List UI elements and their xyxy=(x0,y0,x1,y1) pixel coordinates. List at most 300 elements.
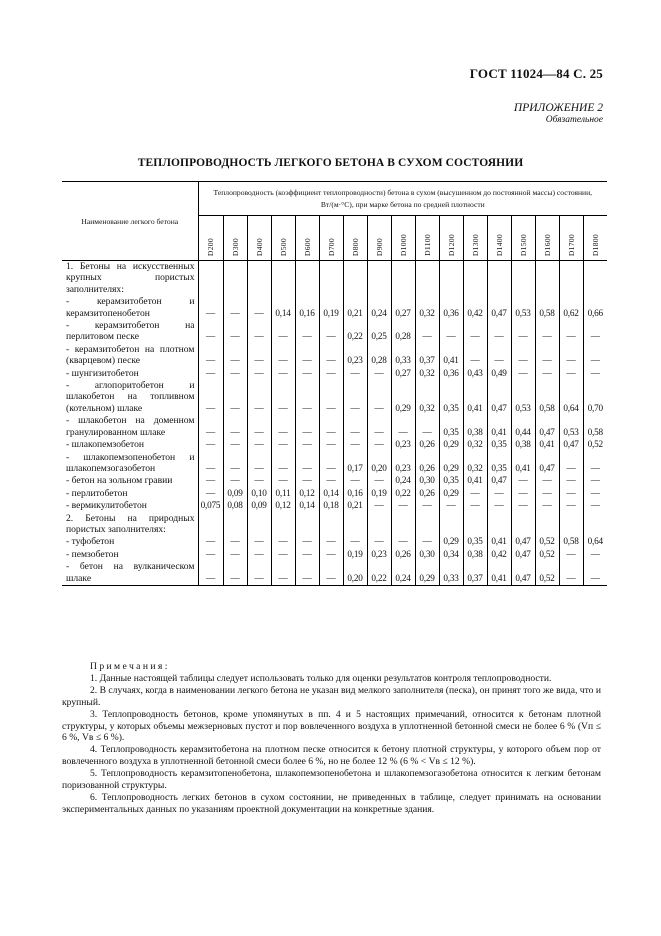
value-cell: — xyxy=(511,344,535,368)
group-row xyxy=(62,261,607,297)
grade-header xyxy=(343,216,367,261)
value-cell: 0,075 xyxy=(198,500,223,512)
value-cell: — xyxy=(343,475,367,487)
table-row xyxy=(62,368,607,380)
grade-header xyxy=(487,216,511,261)
concrete-name: - бетон на вулканическом шлаке xyxy=(62,561,198,585)
value-cell: — xyxy=(583,344,607,368)
value-cell: 0,66 xyxy=(583,296,607,320)
value-cell xyxy=(535,261,559,297)
value-cell: — xyxy=(367,380,391,415)
value-cell: 0,24 xyxy=(367,296,391,320)
concrete-name: - аглопоритобетон и шлакобетон на топливном (котельном) шлаке xyxy=(66,380,195,414)
value-cell: 0,37 xyxy=(415,344,439,368)
value-cell: 0,28 xyxy=(367,344,391,368)
value-cell: 0,41 xyxy=(487,415,511,439)
value-cell: 0,16 xyxy=(295,296,319,320)
value-cell: — xyxy=(559,368,583,380)
value-cell: — xyxy=(223,549,247,561)
value-cell: — xyxy=(487,500,511,512)
value-cell xyxy=(271,513,295,537)
value-cell: — xyxy=(223,368,247,380)
value-cell: — xyxy=(247,296,271,320)
value-cell: 0,32 xyxy=(415,296,439,320)
concrete-name: - шлакопемзопенобетон и шлакопемзогазобетон xyxy=(66,451,195,474)
value-cell: 0,14 xyxy=(295,500,319,512)
value-cell: — xyxy=(511,500,535,512)
table-row xyxy=(62,415,607,439)
value-cell: — xyxy=(247,549,271,561)
value-cell: 0,62 xyxy=(559,296,583,320)
value-cell: — xyxy=(535,500,559,512)
value-cell: — xyxy=(559,561,583,585)
value-cell: — xyxy=(583,475,607,487)
table-body xyxy=(62,261,607,586)
value-cell: 0,41 xyxy=(463,380,487,415)
note-item: 3. Теплопроводность бетонов, кроме упомянутых в пп. 4 и 5 настоящих примечаний, относится к бетонам плотной структуры, у которых объемы межзерновых пустот и пор вовлеченного воздуха в уплотненной бетонной смеси не более 6 % (Vп ≤ 6 %, Vв ≤ 6 %). xyxy=(62,708,601,744)
grade-header xyxy=(367,216,391,261)
value-cell: — xyxy=(247,452,271,476)
value-cell: — xyxy=(343,415,367,439)
value-cell xyxy=(319,261,343,297)
value-cell: 0,32 xyxy=(463,439,487,451)
value-cell: 0,52 xyxy=(535,536,559,548)
value-cell: — xyxy=(271,380,295,415)
value-cell: 0,52 xyxy=(535,561,559,585)
value-cell: — xyxy=(319,344,343,368)
value-cell xyxy=(223,261,247,297)
grade-label: D1400 xyxy=(494,233,504,256)
table-row xyxy=(62,296,607,320)
value-cell: — xyxy=(559,452,583,476)
grade-label: D200 xyxy=(206,237,215,256)
value-cell: 0,22 xyxy=(343,320,367,344)
value-cell: 0,23 xyxy=(391,452,415,476)
value-cell: 0,27 xyxy=(391,368,415,380)
value-cell: 0,58 xyxy=(583,415,607,439)
value-cell: 0,41 xyxy=(487,536,511,548)
grade-header xyxy=(439,216,463,261)
value-cell: — xyxy=(535,475,559,487)
notes-list xyxy=(62,673,601,816)
table-row xyxy=(62,320,607,344)
value-cell: 0,09 xyxy=(223,488,247,500)
grade-header xyxy=(535,216,559,261)
value-cell: — xyxy=(487,344,511,368)
value-cell: 0,33 xyxy=(439,561,463,585)
grade-label: D300 xyxy=(230,237,240,256)
value-cell: 0,35 xyxy=(439,475,463,487)
value-cell: — xyxy=(391,500,415,512)
grade-label: D500 xyxy=(278,237,288,256)
value-cell: — xyxy=(271,452,295,476)
value-cell: 0,41 xyxy=(535,439,559,451)
value-cell: — xyxy=(319,475,343,487)
notes-section xyxy=(62,661,601,816)
value-cell: — xyxy=(559,500,583,512)
group-row xyxy=(62,513,607,537)
value-cell xyxy=(583,261,607,297)
value-cell: — xyxy=(271,344,295,368)
name-column-header: Наименование легкого бетона xyxy=(62,182,198,261)
value-cell: 0,25 xyxy=(367,320,391,344)
value-cell: 0,28 xyxy=(391,320,415,344)
value-cell: 0,35 xyxy=(463,536,487,548)
concrete-name: - керамзитобетон на перлитовом песке xyxy=(66,320,195,343)
value-cell: — xyxy=(198,561,223,585)
value-cell: 0,29 xyxy=(439,439,463,451)
value-cell xyxy=(391,513,415,537)
value-cell: — xyxy=(223,536,247,548)
value-cell: — xyxy=(367,415,391,439)
value-cell: 0,47 xyxy=(487,475,511,487)
value-cell: 0,35 xyxy=(439,415,463,439)
value-cell: — xyxy=(295,344,319,368)
value-cell xyxy=(391,261,415,297)
grade-label: D1700 xyxy=(566,233,576,256)
grade-header xyxy=(223,216,247,261)
value-cell: 0,18 xyxy=(319,500,343,512)
value-cell: — xyxy=(583,368,607,380)
value-cell xyxy=(198,513,223,537)
value-cell: — xyxy=(223,439,247,451)
value-cell: 0,19 xyxy=(367,488,391,500)
concrete-name: - шунгизитобетон xyxy=(66,367,139,379)
grade-header xyxy=(391,216,415,261)
value-cell: 0,19 xyxy=(343,549,367,561)
value-cell xyxy=(319,513,343,537)
value-cell: 0,26 xyxy=(391,549,415,561)
value-cell: 0,52 xyxy=(583,439,607,451)
value-cell: — xyxy=(319,380,343,415)
grade-label: D700 xyxy=(326,237,336,256)
value-cell: 0,53 xyxy=(511,296,535,320)
value-cell: 0,38 xyxy=(511,439,535,451)
value-cell: — xyxy=(198,415,223,439)
concrete-name: - туфобетон xyxy=(66,536,115,548)
value-cell: — xyxy=(271,536,295,548)
value-cell: 0,30 xyxy=(415,549,439,561)
value-cell: 0,41 xyxy=(439,344,463,368)
value-cell: — xyxy=(415,500,439,512)
value-cell: 0,35 xyxy=(439,380,463,415)
value-cell: 0,47 xyxy=(511,549,535,561)
value-cell: 0,17 xyxy=(343,452,367,476)
value-cell: 0,27 xyxy=(391,296,415,320)
appendix-block xyxy=(514,102,603,126)
concrete-name: - шлакопемзобетон xyxy=(66,439,145,451)
value-cell: 0,53 xyxy=(511,380,535,415)
value-cell xyxy=(463,513,487,537)
value-cell: — xyxy=(198,320,223,344)
concrete-name: - вермикулитобетон xyxy=(66,500,147,512)
value-cell: 0,24 xyxy=(391,561,415,585)
value-cell: 0,20 xyxy=(343,561,367,585)
value-cell: 0,23 xyxy=(367,549,391,561)
value-cell: — xyxy=(295,475,319,487)
value-cell: — xyxy=(295,439,319,451)
value-cell xyxy=(487,513,511,537)
value-cell xyxy=(343,513,367,537)
value-cell xyxy=(295,513,319,537)
grade-label: D800 xyxy=(350,237,360,256)
value-cell: — xyxy=(583,452,607,476)
grade-header xyxy=(319,216,343,261)
value-cell: — xyxy=(463,488,487,500)
value-cell: — xyxy=(367,536,391,548)
value-cell: — xyxy=(535,368,559,380)
concrete-name: - пемзобетон xyxy=(66,548,119,560)
value-cell xyxy=(535,513,559,537)
value-cell: 0,09 xyxy=(247,500,271,512)
value-cell: — xyxy=(295,452,319,476)
value-cell: 0,64 xyxy=(559,380,583,415)
value-cell: — xyxy=(198,536,223,548)
value-cell: — xyxy=(415,415,439,439)
value-cell xyxy=(367,513,391,537)
group-title: 2. Бетоны на природных пористых заполнителях: xyxy=(66,512,195,535)
value-cell xyxy=(343,261,367,297)
value-cell xyxy=(583,513,607,537)
note-item: 4. Теплопроводность керамзитобетона на плотном песке относится к бетону плотной структуры, у которого объем пор от вовлеченного воздуха в уплотненной бетонной смеси более 6 %, но не более 12 % (6 % < Vв ≤ 12 %). xyxy=(62,744,601,768)
table-row xyxy=(62,488,607,500)
value-cell xyxy=(247,513,271,537)
value-cell: — xyxy=(295,561,319,585)
value-cell: 0,32 xyxy=(415,380,439,415)
concrete-name: - перлитобетон xyxy=(66,487,128,499)
value-cell: — xyxy=(198,344,223,368)
value-cell: — xyxy=(271,561,295,585)
value-cell: 0,22 xyxy=(391,488,415,500)
value-cell: — xyxy=(198,296,223,320)
value-cell: 0,20 xyxy=(367,452,391,476)
table-row xyxy=(62,380,607,415)
value-cell: — xyxy=(198,368,223,380)
value-cell: — xyxy=(319,549,343,561)
value-cell: 0,49 xyxy=(487,368,511,380)
value-cell: — xyxy=(223,452,247,476)
grade-label: D600 xyxy=(302,237,312,256)
value-cell: — xyxy=(295,536,319,548)
concrete-name: - шлакобетон на доменном гранулированном шлаке xyxy=(66,415,195,438)
value-cell: — xyxy=(223,415,247,439)
value-cell: 0,32 xyxy=(463,452,487,476)
value-cell: 0,11 xyxy=(271,488,295,500)
value-cell: 0,29 xyxy=(439,488,463,500)
value-cell: — xyxy=(319,368,343,380)
value-cell: — xyxy=(343,439,367,451)
value-cell: 0,33 xyxy=(391,344,415,368)
value-cell xyxy=(559,513,583,537)
value-cell: — xyxy=(295,415,319,439)
value-cell xyxy=(415,261,439,297)
value-cell xyxy=(439,513,463,537)
value-cell: 0,36 xyxy=(439,296,463,320)
value-cell: — xyxy=(319,536,343,548)
value-cell: — xyxy=(271,320,295,344)
value-cell: — xyxy=(559,475,583,487)
value-cell: — xyxy=(535,488,559,500)
value-cell: — xyxy=(511,320,535,344)
value-cell: 0,35 xyxy=(487,452,511,476)
value-cell: 0,42 xyxy=(463,296,487,320)
table-row xyxy=(62,500,607,512)
value-cell: — xyxy=(559,488,583,500)
value-cell: 0,08 xyxy=(223,500,247,512)
grade-label: D1200 xyxy=(446,233,456,256)
value-cell xyxy=(198,261,223,297)
appendix-status: Обязательное xyxy=(545,115,603,125)
value-cell: — xyxy=(343,536,367,548)
grade-header xyxy=(583,216,607,261)
value-cell: — xyxy=(487,320,511,344)
value-cell: — xyxy=(271,368,295,380)
value-cell: — xyxy=(319,415,343,439)
value-cell: 0,47 xyxy=(559,439,583,451)
value-cell xyxy=(247,261,271,297)
value-cell: — xyxy=(223,475,247,487)
value-cell: — xyxy=(583,320,607,344)
value-cell: — xyxy=(583,561,607,585)
group-title: 1. Бетоны на искусственных крупных пористых заполнителях: xyxy=(66,261,195,295)
value-cell: 0,29 xyxy=(415,561,439,585)
grade-header xyxy=(271,216,295,261)
value-cell: — xyxy=(247,439,271,451)
value-cell: 0,41 xyxy=(487,561,511,585)
thermal-conductivity-table xyxy=(62,181,607,586)
value-cell: — xyxy=(559,320,583,344)
value-cell: 0,52 xyxy=(535,549,559,561)
value-cell xyxy=(415,513,439,537)
concrete-name: - керамзитобетон на плотном (кварцевом) песке xyxy=(66,343,195,367)
table-row xyxy=(62,475,607,487)
value-cell: 0,12 xyxy=(295,488,319,500)
value-cell: 0,24 xyxy=(391,475,415,487)
value-cell: — xyxy=(511,368,535,380)
value-cell: — xyxy=(463,344,487,368)
value-cell: 0,12 xyxy=(271,500,295,512)
value-cell xyxy=(463,261,487,297)
value-cell: 0,47 xyxy=(535,415,559,439)
value-cell: — xyxy=(295,380,319,415)
value-cell: — xyxy=(319,561,343,585)
value-cell: — xyxy=(583,500,607,512)
value-cell: — xyxy=(247,415,271,439)
value-cell: — xyxy=(439,320,463,344)
concrete-name: - керамзитобетон и керамзитопенобетон xyxy=(66,296,195,319)
conductivity-span-header: Теплопроводность (коэффициент теплопроводности) бетона в сухом (высушенном до постоянной массы) состоянии, Вт/(м·°С), при марке бетона по средней плотности xyxy=(198,182,607,216)
value-cell: 0,43 xyxy=(463,368,487,380)
value-cell: — xyxy=(319,439,343,451)
value-cell xyxy=(511,261,535,297)
value-cell: — xyxy=(583,549,607,561)
value-cell: — xyxy=(198,452,223,476)
value-cell: — xyxy=(511,475,535,487)
value-cell xyxy=(367,261,391,297)
value-cell: — xyxy=(343,368,367,380)
value-cell xyxy=(559,261,583,297)
value-cell: 0,47 xyxy=(487,296,511,320)
grade-label: D1500 xyxy=(518,233,528,256)
value-cell: 0,58 xyxy=(535,296,559,320)
value-cell: 0,41 xyxy=(463,475,487,487)
value-cell: 0,21 xyxy=(343,296,367,320)
value-cell xyxy=(439,261,463,297)
grade-label: D1600 xyxy=(542,233,552,256)
value-cell: — xyxy=(295,320,319,344)
value-cell: 0,41 xyxy=(511,452,535,476)
value-cell: 0,23 xyxy=(391,439,415,451)
value-cell: 0,21 xyxy=(343,500,367,512)
standard-header: ГОСТ 11024—84 С. 25 xyxy=(469,66,603,81)
value-cell: 0,44 xyxy=(511,415,535,439)
value-cell: 0,47 xyxy=(535,452,559,476)
value-cell: 0,26 xyxy=(415,488,439,500)
value-cell: — xyxy=(223,561,247,585)
value-cell: — xyxy=(439,500,463,512)
value-cell: — xyxy=(271,415,295,439)
value-cell: — xyxy=(198,488,223,500)
value-cell: — xyxy=(511,488,535,500)
grade-header xyxy=(415,216,439,261)
value-cell: — xyxy=(559,549,583,561)
value-cell: — xyxy=(271,439,295,451)
value-cell: 0,23 xyxy=(343,344,367,368)
grade-label: D1800 xyxy=(590,233,600,256)
value-cell: 0,10 xyxy=(247,488,271,500)
note-item: 6. Теплопроводность легких бетонов в сухом состоянии, не приведенных в таблице, следует принимать на основании экспериментальных данных по указаниям проектной документации на конкретные здания. xyxy=(62,791,601,815)
table-row xyxy=(62,561,607,585)
value-cell: 0,70 xyxy=(583,380,607,415)
value-cell: 0,47 xyxy=(487,380,511,415)
table-row xyxy=(62,549,607,561)
value-cell: — xyxy=(367,475,391,487)
note-item: 1. Данные настоящей таблицы следует использовать только для оценки результатов контроля теплопроводности. xyxy=(90,672,552,684)
grade-header xyxy=(295,216,319,261)
value-cell: — xyxy=(391,536,415,548)
value-cell: — xyxy=(247,344,271,368)
value-cell: 0,30 xyxy=(415,475,439,487)
grade-header xyxy=(247,216,271,261)
value-cell: 0,22 xyxy=(367,561,391,585)
value-cell: 0,14 xyxy=(271,296,295,320)
value-cell: — xyxy=(415,320,439,344)
value-cell: 0,26 xyxy=(415,452,439,476)
grade-label: D400 xyxy=(254,237,264,256)
grade-label: D1000 xyxy=(398,233,408,256)
notes-heading: Примечания: xyxy=(90,661,170,672)
concrete-name: - бетон на зольном гравии xyxy=(66,475,173,487)
value-cell: — xyxy=(198,439,223,451)
value-cell: 0,34 xyxy=(439,549,463,561)
value-cell: — xyxy=(535,320,559,344)
value-cell: 0,38 xyxy=(463,549,487,561)
value-cell xyxy=(271,261,295,297)
value-cell: — xyxy=(295,368,319,380)
value-cell: 0,37 xyxy=(463,561,487,585)
value-cell: — xyxy=(223,380,247,415)
value-cell: 0,58 xyxy=(535,380,559,415)
value-cell: 0,38 xyxy=(463,415,487,439)
table-row xyxy=(62,439,607,451)
grade-header xyxy=(463,216,487,261)
value-cell: — xyxy=(223,320,247,344)
value-cell: — xyxy=(583,488,607,500)
value-cell: — xyxy=(247,320,271,344)
value-cell: — xyxy=(367,368,391,380)
value-cell: — xyxy=(367,500,391,512)
value-cell: 0,29 xyxy=(391,380,415,415)
